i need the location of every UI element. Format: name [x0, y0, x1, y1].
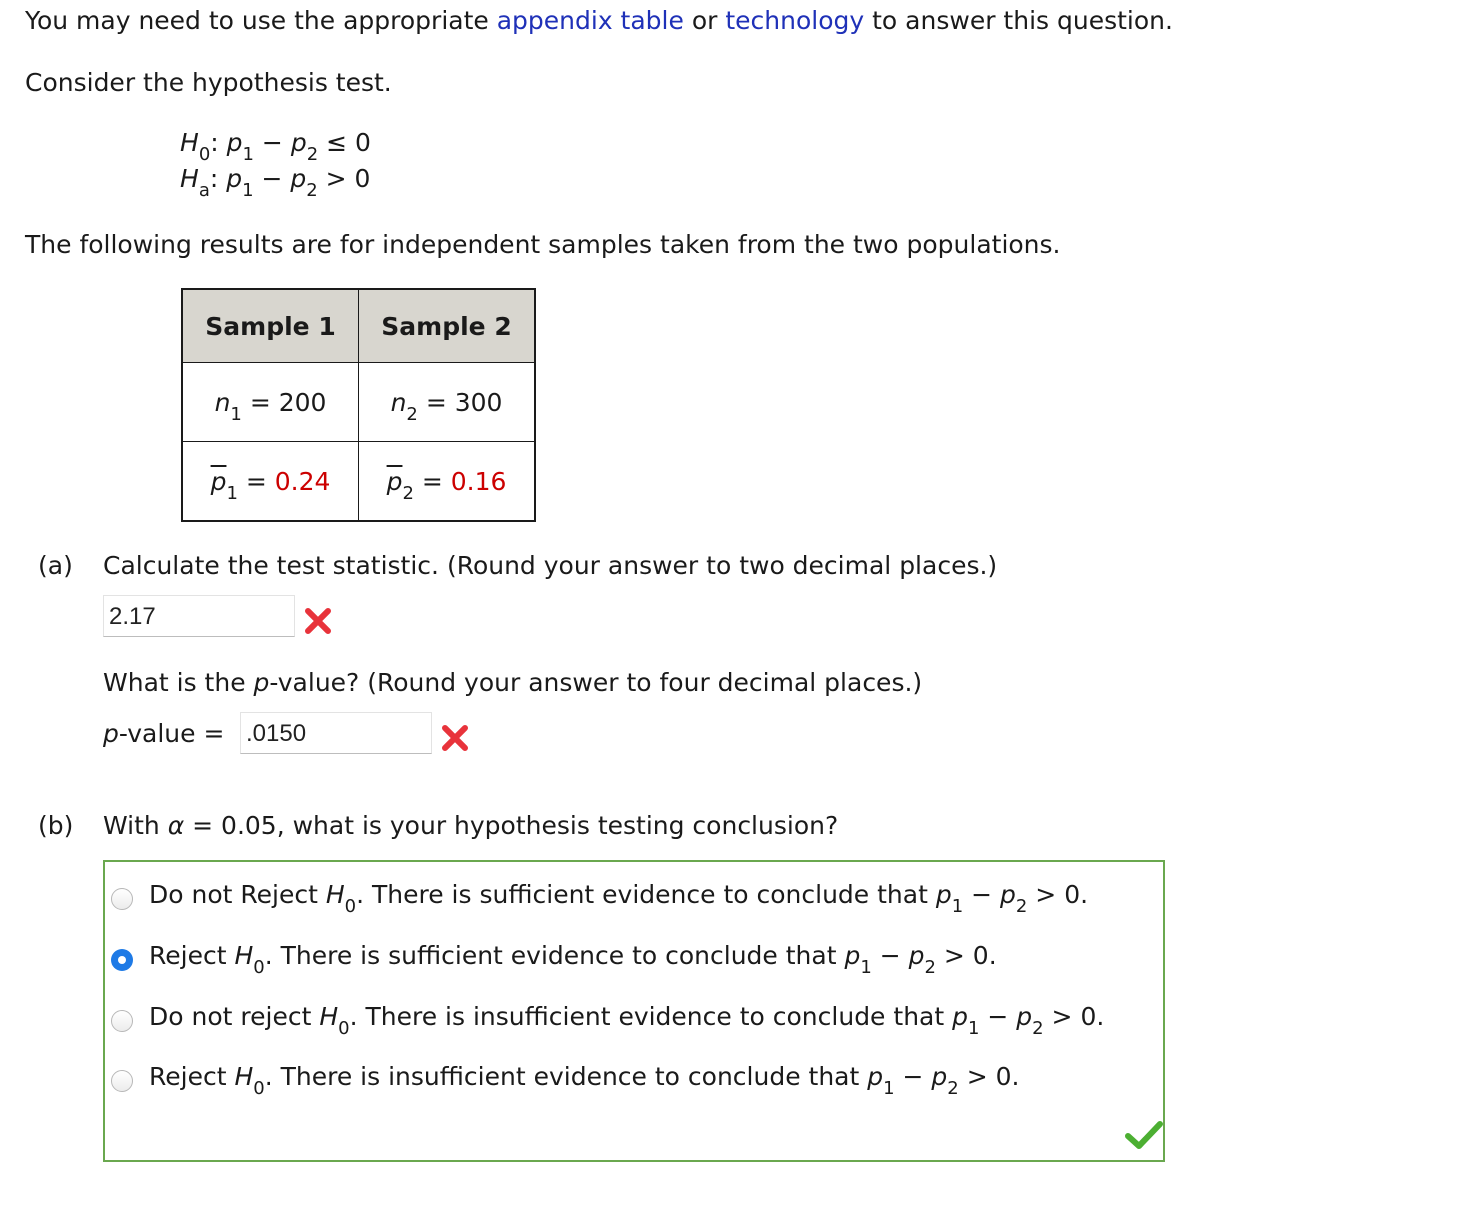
table-row	[182, 442, 535, 522]
table-header-row	[182, 289, 535, 363]
radio-button[interactable]	[111, 1070, 133, 1092]
technology-link[interactable]: technology	[725, 6, 865, 35]
x-mark-icon	[304, 607, 332, 635]
x-mark-icon	[441, 724, 469, 752]
appendix-table-link[interactable]: appendix table	[496, 6, 684, 35]
check-mark-icon	[1125, 1120, 1163, 1150]
null-hypothesis: $H_0$: $p_1 - p_2 \le 0$	[180, 128, 371, 165]
consider-text: Consider the hypothesis test.	[25, 68, 392, 97]
radio-button-selected[interactable]	[111, 949, 133, 971]
part-a-label: (a)	[38, 551, 73, 580]
n2-cell: $n_2 = 300$	[359, 363, 536, 442]
intro-text: You may need to use the appropriate appendix table or technology to answer this question.	[25, 6, 1173, 35]
part-a-question: Calculate the test statistic. (Round your answer to two decimal places.)	[103, 551, 998, 580]
part-b-question: With α = 0.05, what is your hypothesis testing conclusion?	[103, 811, 839, 840]
following-text: The following results are for independent samples taken from the two populations.	[25, 230, 1061, 259]
radio-button[interactable]	[111, 1010, 133, 1032]
radio-button[interactable]	[111, 888, 133, 910]
part-b-label: (b)	[38, 811, 74, 840]
pbar2-cell: $\overline{p}_2 = 0.16$	[359, 442, 536, 522]
test-statistic-input[interactable]: 2.17	[103, 595, 295, 637]
samples-table	[181, 288, 536, 522]
pvalue-question: What is the p-value? (Round your answer to four decimal places.)	[103, 668, 923, 697]
n1-cell: $n_1 = 200$	[182, 363, 359, 442]
table-row	[182, 363, 535, 442]
pvalue-input[interactable]: .0150	[240, 712, 432, 754]
alternative-hypothesis: $H_a$: $p_1 - p_2 > 0$	[180, 164, 371, 201]
conclusion-choices: Do not Reject $H_0$. There is sufficient evidence to conclude that $p_1 - p_2 > 0$. Reject $H_0$. There is sufficient evidence to conclude that $p_1 - p_2 > 0$. Do not reject $H_0$. There is insufficient evidence to conclude that $p_1 - p_2 > 0$. Reject $H_0$. There is insufficient evidence to conclude that $p_1 - p_2 > 0$.	[103, 860, 1165, 1162]
header-sample-2: Sample 2	[359, 289, 536, 363]
pvalue-label: p-value =	[103, 719, 225, 748]
pbar1-cell: $\overline{p}_1 = 0.24$	[182, 442, 359, 522]
header-sample-1: Sample 1	[182, 289, 359, 363]
